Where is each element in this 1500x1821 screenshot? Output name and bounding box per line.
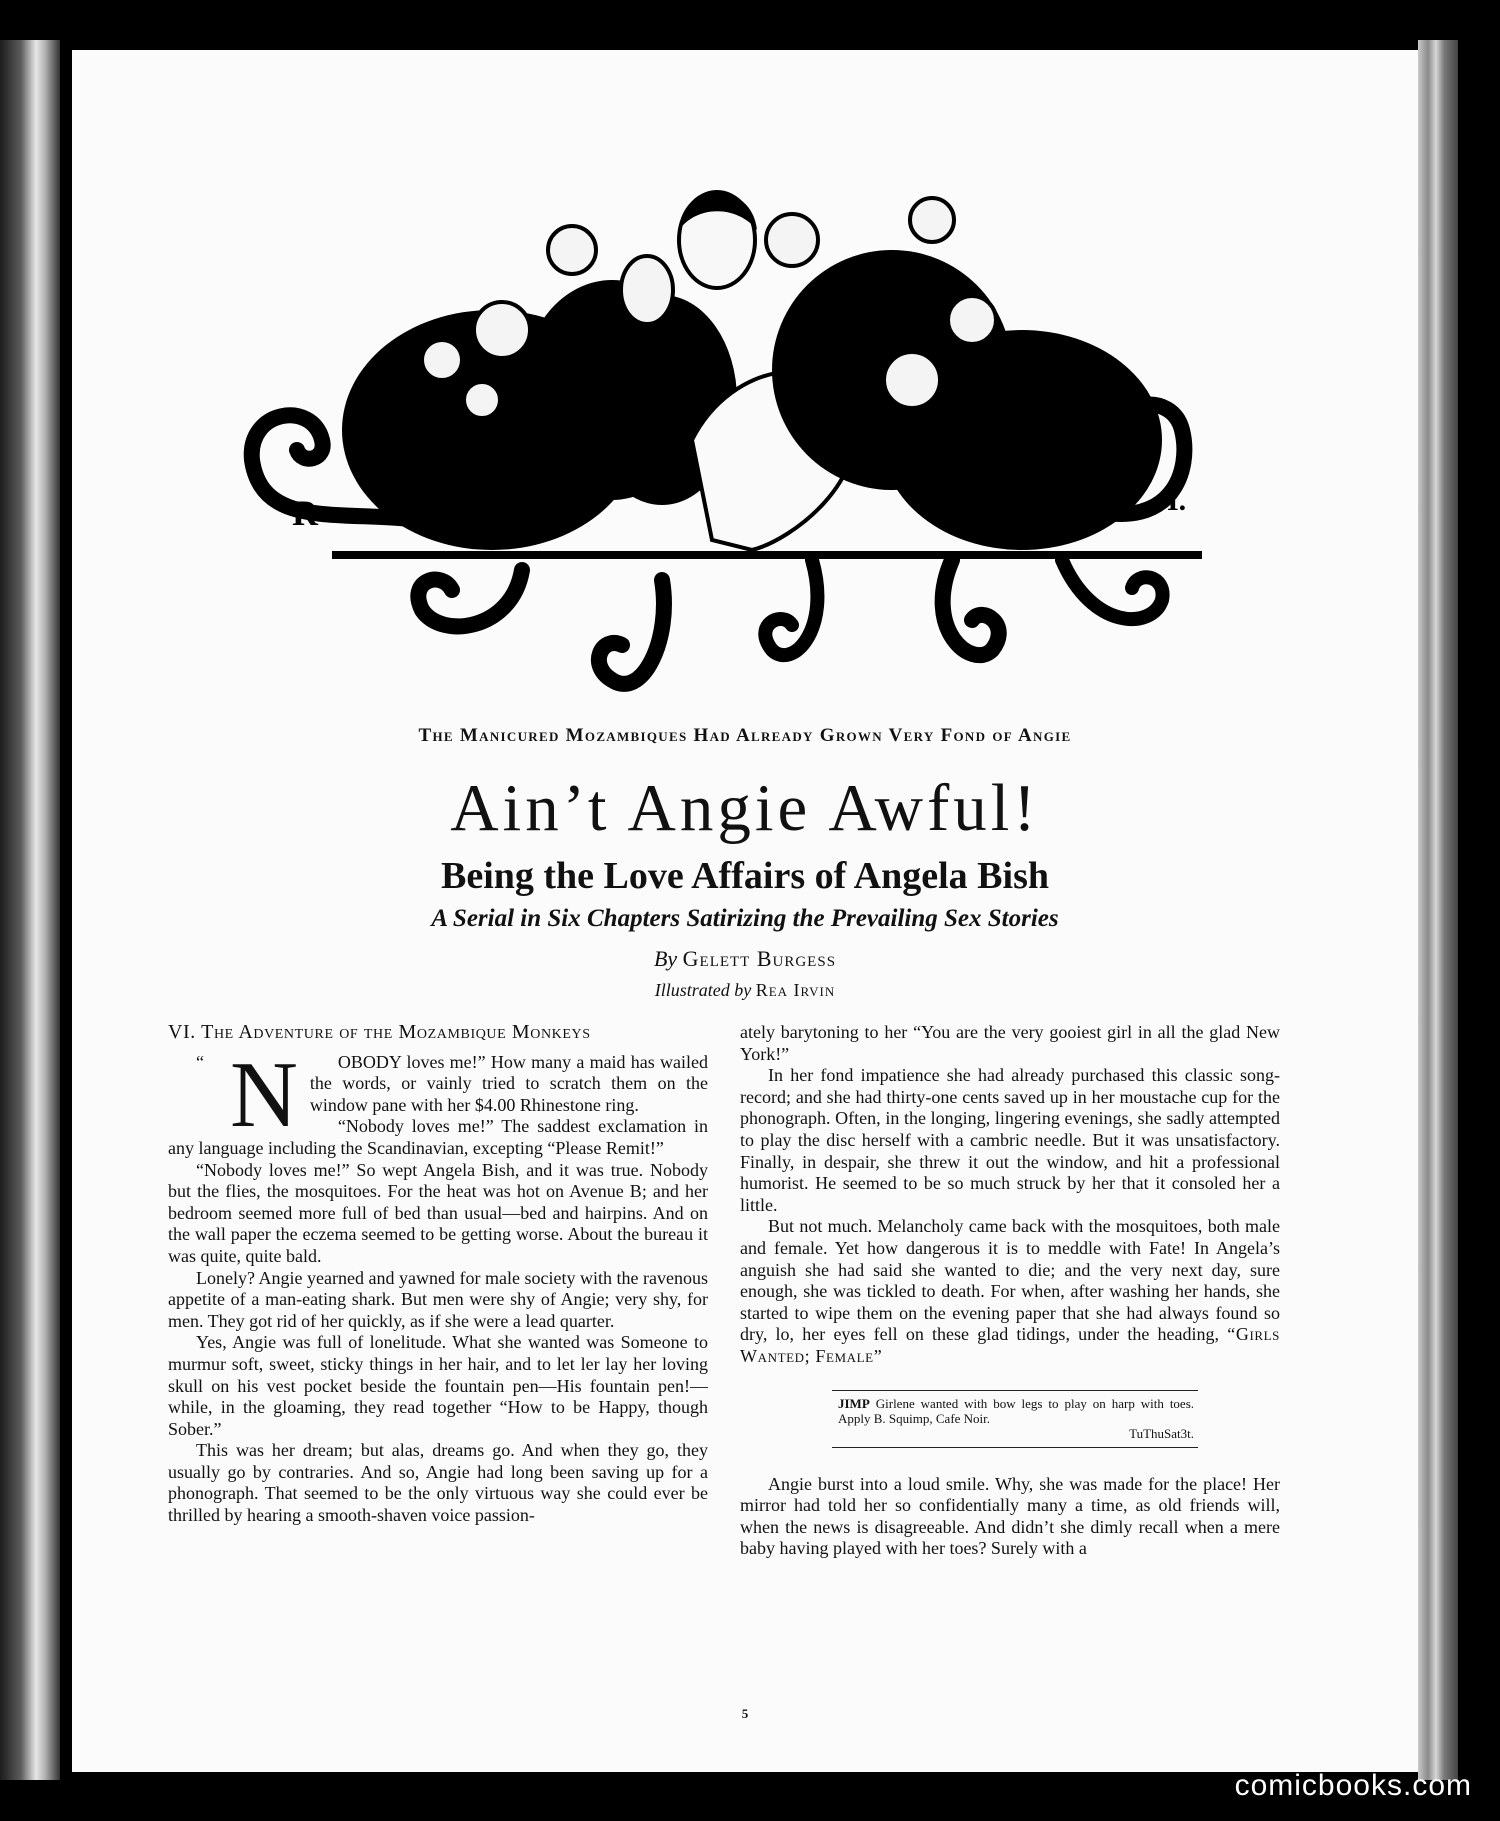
byline-prefix: By bbox=[653, 946, 678, 971]
right-text-column bbox=[740, 1022, 1280, 1560]
heading-phrase: “Girls Wanted; Female” bbox=[740, 1324, 1281, 1366]
paragraph: Yes, Angie was full of lonelitude. What she wanted was Someone to murmur soft, sweet, sticky things in her hair, and to let ler lay her loving skull on his vest pocket beside the fountain pen—His fountain pen!—while, in the gloaming, they read together “How to be Happy, though Sober.” bbox=[168, 1332, 708, 1439]
illustrator-name: Rea Irvin bbox=[755, 980, 836, 1000]
monkey-tail bbox=[765, 560, 817, 655]
illustrator-mark-right: I. bbox=[1167, 484, 1187, 517]
byline bbox=[72, 946, 1418, 972]
paragraph: This was her dream; but alas, dreams go. And when they go, they usually go by contraries. And so, Angie had long been saving up for a phonograph. That seemed to be the only virtuous way she could ever be thrilled by hearing a smooth-shaven voice passion- bbox=[168, 1440, 708, 1526]
illustration-caption: The Manicured Mozambiques Had Already Grown Very Fond of Angie bbox=[418, 725, 1072, 746]
monkey-face bbox=[910, 198, 954, 242]
ad-text: Girlene wanted with bow legs to play on harp with toes. Apply B. Squimp, Cafe Noir. bbox=[838, 1395, 1195, 1426]
monkey-tail bbox=[1062, 560, 1163, 619]
monkey-face bbox=[621, 256, 673, 324]
monkey-face bbox=[464, 382, 500, 418]
paragraph-text: But not much. Melancholy came back with the mosquitoes, both male and female. Yet how dangerous it is to meddle with Fate! In Angela’s anguish she had said she wanted to die; and the very next day, sure enough, she was tickled to death. For when, after washing her hands, she started to wipe them on the evening paper that she had always found so dry, lo, her eyes fell on these glad tidings, under the heading, bbox=[740, 1216, 1280, 1345]
paragraph-text: OBODY loves me!” How many a maid has wailed the words, or vainly tried to scratch them on the window pane with her $4.00 Rhinestone ring. bbox=[309, 1051, 708, 1115]
monkey-face bbox=[948, 296, 996, 344]
drop-cap: N bbox=[230, 1042, 298, 1147]
ad-code: TuThuSat3t. bbox=[1129, 1425, 1194, 1441]
article-title: Ain’t Angie Awful! bbox=[450, 771, 1040, 845]
author-name: Gelett Burgess bbox=[682, 946, 837, 971]
monkey-face bbox=[474, 302, 530, 358]
illustrator-credit bbox=[72, 980, 1418, 1002]
monkey-face bbox=[422, 340, 462, 380]
monkey-tail bbox=[599, 580, 664, 684]
paragraph: Angie burst into a loud smile. Why, she was made for the place! Her mirror had told her so confidentially many a time, as old friends will, when the news is disagreeable. And didn’t she dimly recall when a mere baby having played with her toes? Surely with a bbox=[740, 1473, 1280, 1559]
page-number: 5 bbox=[741, 1706, 749, 1721]
paragraph: In her fond impatience she had already purchased this classic song-record; and she had thirty-one cents saved up in her moustache cup for the phonograph. Often, in the longing, lingering evenings, she sadly attempted to play the disc herself with a cambric needle. But it was unsatisfactory. Finally, in despair, she threw it out the window, and hit a professional humorist. He seemed to be so much struck by her that it consoled her a little. bbox=[740, 1065, 1280, 1215]
paragraph: “Nobody loves me!” So wept Angela Bish, and it was true. Nobody but the flies, the mosquitoes. For the heat was hot on Avenue B; and her bedroom seemed more full of bed than usual—bed and hairpins. And on the wall paper the eczema seemed to be getting worse. About the bureau it was quite, quite bald. bbox=[168, 1159, 708, 1266]
chapter-heading: VI. The Adventure of the Mozambique Monkeys bbox=[168, 1021, 591, 1043]
paragraph: Lonely? Angie yearned and yawned for male society with the ravenous appetite of a man-eating shark. But men were shy of Angie; very shy, for men. They got rid of her quickly, as if she were a lead quarter. bbox=[168, 1267, 708, 1331]
monkey-face bbox=[766, 214, 818, 266]
monkeys-illustration bbox=[192, 160, 1342, 730]
monkey-face bbox=[884, 352, 940, 408]
site-watermark: comicbooks.com bbox=[1234, 1769, 1472, 1802]
monkey-face bbox=[548, 226, 596, 274]
left-text-column bbox=[168, 1022, 708, 1527]
paragraph: ately barytoning to her “You are the very gooiest girl in all the glad New York!” bbox=[740, 1022, 1280, 1064]
paragraph bbox=[740, 1216, 1280, 1367]
magazine-page bbox=[72, 50, 1418, 1772]
illustrator-mark-left: R bbox=[292, 493, 318, 533]
monkey-tail bbox=[943, 560, 999, 655]
opening-quote-mark: “ bbox=[196, 1051, 204, 1072]
book-page-edges-right bbox=[1418, 40, 1458, 1780]
ad-lead-word: JIMP bbox=[838, 1395, 870, 1411]
serial-description: A Serial in Six Chapters Satirizing the Prevailing Sex Stories bbox=[431, 905, 1059, 932]
book-binding-left bbox=[0, 40, 60, 1780]
paragraph: “Nobody loves me!” The saddest exclamation in any language including the Scandinavian, excepting “Please Remit!” bbox=[168, 1116, 708, 1158]
classified-ad bbox=[832, 1390, 1198, 1448]
monkey-tail bbox=[418, 570, 522, 626]
illustrator-label: Illustrated by bbox=[654, 980, 752, 1000]
article-subtitle: Being the Love Affairs of Angela Bish bbox=[440, 855, 1050, 897]
